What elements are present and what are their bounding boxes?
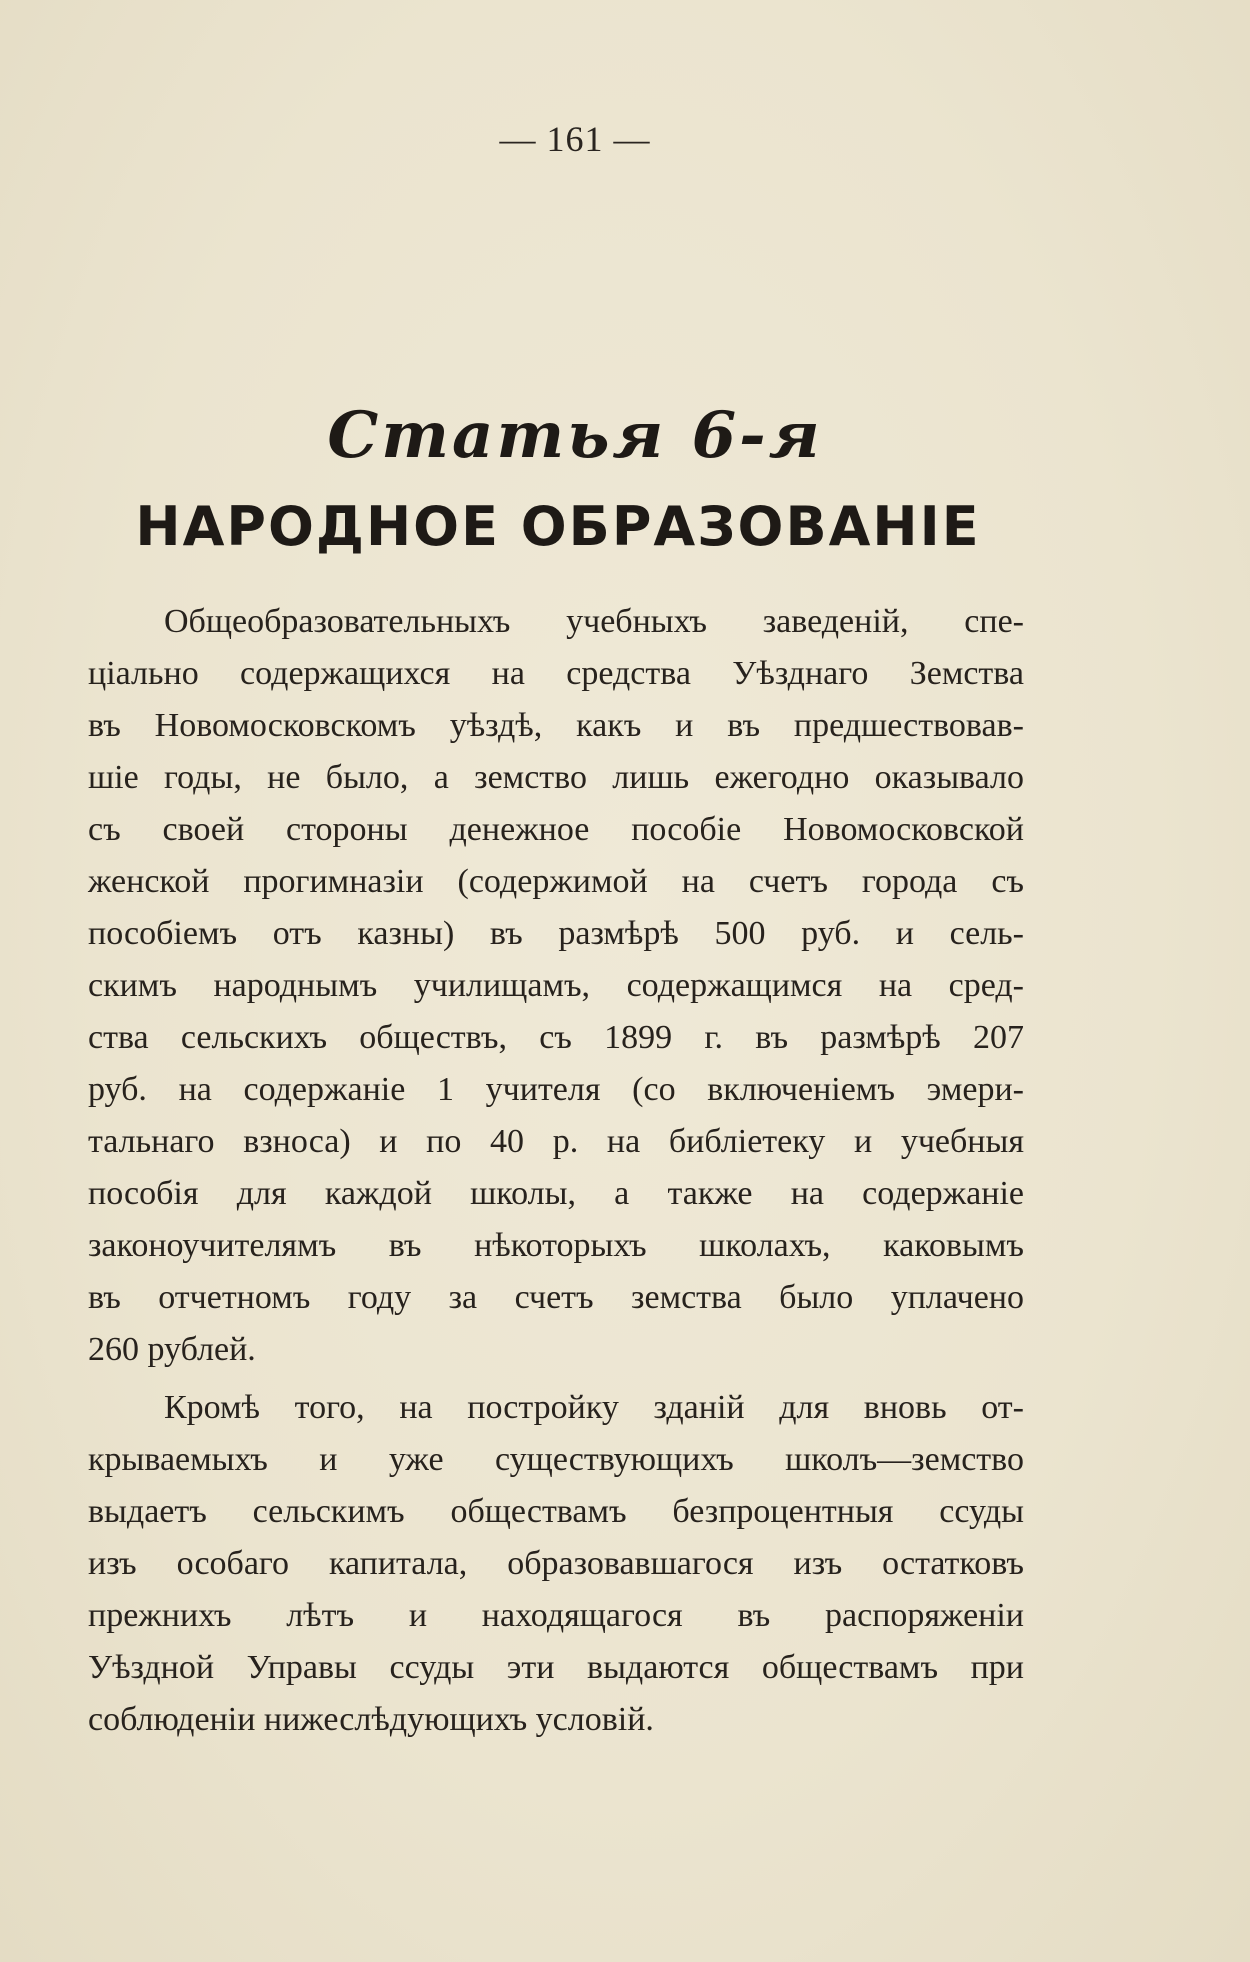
text-line: руб. на содержаніе 1 учителя (со включеніемъ эмери- <box>88 1071 1024 1108</box>
text-line: Уѣздной Управы ссуды эти выдаются обществамъ при <box>88 1649 1024 1686</box>
text-line: пособіемъ отъ казны) въ размѣрѣ 500 руб. и сель- <box>88 915 1024 952</box>
article-title: Статья 6-я <box>327 398 823 473</box>
text-line: шіе годы, не было, а земство лишь ежегодно оказывало <box>88 759 1024 796</box>
text-line: съ своей стороны денежное пособіе Новомосковской <box>88 811 1024 848</box>
paragraph-1 <box>88 596 1024 1376</box>
text-line: выдаетъ сельскимъ обществамъ безпроцентныя ссуды <box>88 1493 1024 1530</box>
text-line: Кромѣ того, на постройку зданій для вновь от- <box>164 1389 1024 1426</box>
text-line: ціально содержащихся на средства Уѣзднаго Земства <box>88 655 1024 692</box>
text-line: 260 рублей. <box>88 1331 256 1368</box>
section-heading: НАРОДНОЕ ОБРАЗОВАНІЕ <box>135 495 981 558</box>
paragraph-2 <box>88 1382 1024 1746</box>
page-number: — 161 — <box>499 119 651 159</box>
text-line: пособія для каждой школы, а также на содержаніе <box>88 1175 1024 1212</box>
text-line: ства сельскихъ обществъ, съ 1899 г. въ размѣрѣ 207 <box>88 1019 1024 1056</box>
text-line: Общеобразовательныхъ учебныхъ заведеній, спе- <box>164 603 1024 640</box>
text-line: женской прогимназіи (содержимой на счетъ города съ <box>88 863 1024 900</box>
text-line: тальнаго взноса) и по 40 р. на библіетеку и учебныя <box>88 1123 1024 1160</box>
text-line: изъ особаго капитала, образовавшагося изъ остатковъ <box>88 1545 1024 1582</box>
text-line: крываемыхъ и уже существующихъ школъ—земство <box>88 1441 1024 1478</box>
text-line: прежнихъ лѣтъ и находящагося въ распоряженіи <box>88 1597 1024 1634</box>
text-line: скимъ народнымъ училищамъ, содержащимся на сред- <box>88 967 1024 1004</box>
text-line: въ отчетномъ году за счетъ земства было уплачено <box>88 1279 1024 1316</box>
text-line: законоучителямъ въ нѣкоторыхъ школахъ, каковымъ <box>88 1227 1024 1264</box>
text-line: соблюденіи нижеслѣдующихъ условій. <box>88 1701 654 1738</box>
text-line: въ Новомосковскомъ уѣздѣ, какъ и въ предшествовав- <box>88 707 1024 744</box>
